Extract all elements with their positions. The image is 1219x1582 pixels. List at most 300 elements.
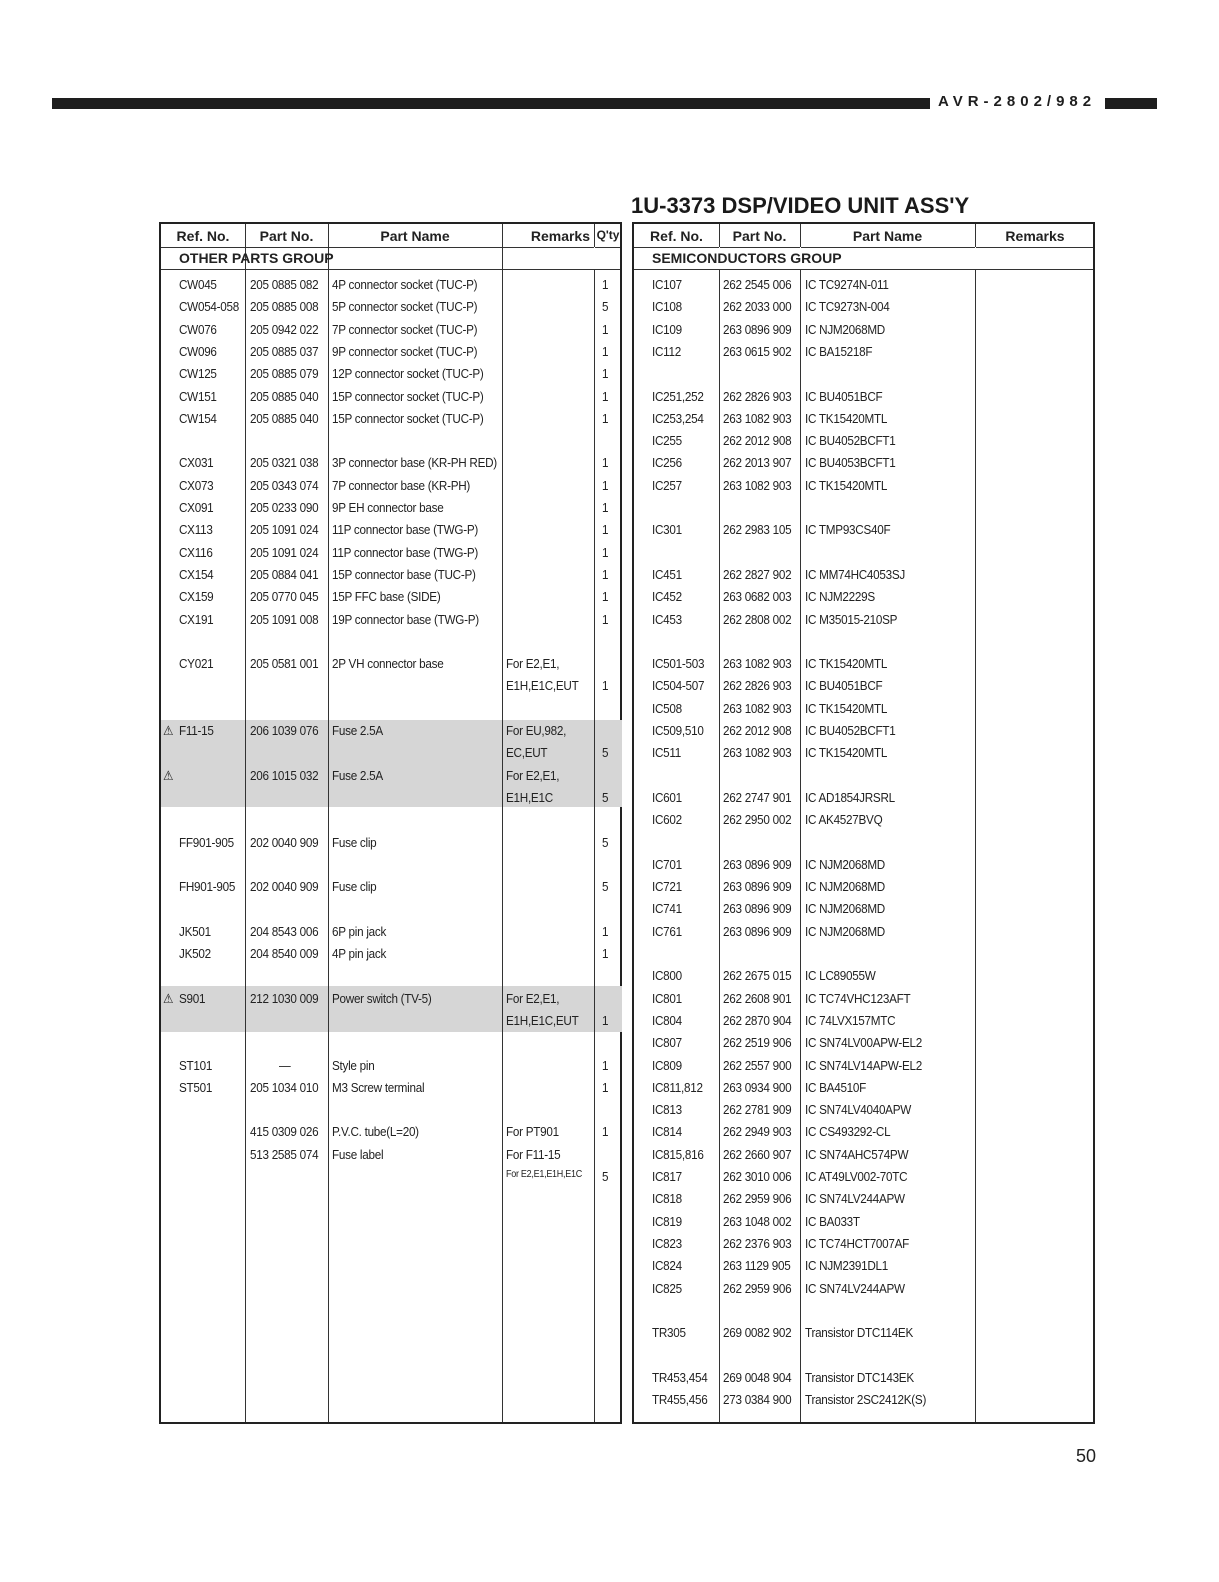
- part-name: P.V.C. tube(L=20): [332, 1124, 419, 1140]
- table-row: [634, 564, 1093, 586]
- quantity: 1: [602, 544, 609, 560]
- part-no: 263 1048 002: [723, 1213, 792, 1229]
- table-row: [161, 742, 620, 764]
- ref-no: CW045: [179, 277, 217, 292]
- ref-no: IC257: [652, 477, 682, 493]
- part-no: 262 2376 903: [723, 1235, 792, 1251]
- safety-warning-icon: ⚠: [163, 767, 174, 783]
- part-name: Fuse clip: [332, 834, 377, 850]
- ref-no: IC815,816: [652, 1146, 704, 1162]
- part-name: 7P connector base (KR-PH): [332, 477, 471, 493]
- table-row: [161, 564, 620, 586]
- remarks: For E2,E1,E1H,E1C: [506, 1169, 582, 1180]
- table-row: [161, 832, 620, 854]
- quantity: 1: [602, 388, 609, 404]
- remarks: For F11-15: [506, 1146, 561, 1162]
- part-no: 262 3010 006: [723, 1169, 792, 1184]
- ref-no: IC301: [652, 522, 682, 538]
- part-no: 205 0581 001: [250, 656, 319, 672]
- part-no: 205 0233 090: [250, 500, 319, 515]
- part-name: IC SN74AHC574PW: [805, 1146, 909, 1162]
- part-name: IC BA4510F: [805, 1079, 867, 1095]
- ref-no: CW154: [179, 410, 217, 426]
- part-name: 4P connector socket (TUC-P): [332, 277, 478, 292]
- part-name: IC TC9274N-011: [805, 277, 889, 292]
- quantity: 5: [602, 879, 609, 895]
- quantity: 1: [602, 589, 609, 605]
- part-no: 513 2585 074: [250, 1146, 319, 1162]
- group-title-other-parts: OTHER PARTS GROUP: [179, 250, 334, 266]
- table-row: [634, 921, 1093, 943]
- part-name: IC TC9273N-004: [805, 299, 890, 315]
- ref-no: TR455,456: [652, 1392, 708, 1407]
- ref-no: CX091: [179, 500, 214, 515]
- quantity: 1: [602, 277, 609, 292]
- semiconductors-table: [632, 222, 1095, 1424]
- ref-no: CX159: [179, 589, 214, 605]
- table-row: [161, 653, 620, 675]
- ref-no: IC809: [652, 1057, 682, 1073]
- col-remarks: Remarks: [1005, 228, 1065, 244]
- part-name: 5P connector socket (TUC-P): [332, 299, 478, 315]
- part-name: IC M35015-210SP: [805, 611, 898, 627]
- part-no: 262 2545 006: [723, 277, 792, 292]
- quantity: 5: [602, 1169, 609, 1184]
- part-name: IC SN74LV14APW-EL2: [805, 1057, 922, 1073]
- part-name: 9P connector socket (TUC-P): [332, 343, 478, 359]
- quantity: 1: [602, 1012, 609, 1028]
- table-row: [161, 386, 620, 408]
- table-row: [634, 319, 1093, 341]
- part-no: 205 0885 082: [250, 277, 319, 292]
- part-name: IC AT49LV002-70TC: [805, 1169, 908, 1184]
- part-name: IC BU4052BCFT1: [805, 433, 896, 449]
- table-row: [161, 1055, 620, 1077]
- safety-warning-icon: ⚠: [163, 723, 174, 738]
- table-row: [634, 1010, 1093, 1032]
- ref-no: IC504-507: [652, 678, 705, 694]
- part-no: 415 0309 026: [250, 1124, 319, 1140]
- quantity: 1: [602, 566, 609, 582]
- table-row: [634, 1055, 1093, 1077]
- table-row: [161, 1144, 620, 1166]
- part-name: IC BU4052BCFT1: [805, 723, 896, 738]
- col-remarks: Remarks: [530, 228, 590, 244]
- ref-no: IC501-503: [652, 656, 705, 672]
- ref-no: JK501: [179, 923, 211, 939]
- ref-no: IC701: [652, 856, 682, 872]
- ref-no: CY021: [179, 656, 214, 672]
- part-name: 15P connector socket (TUC-P): [332, 410, 484, 426]
- part-no: 205 1091 024: [250, 544, 319, 560]
- ref-no: IC721: [652, 879, 682, 895]
- table-row: [161, 497, 620, 519]
- table-row: [634, 586, 1093, 608]
- quantity: 1: [602, 1124, 609, 1140]
- table-row: [161, 675, 620, 697]
- quantity: 1: [602, 500, 609, 515]
- col-ref-no: Ref. No.: [650, 228, 703, 244]
- model-number: AVR-2802/982: [938, 93, 1097, 110]
- part-no: 269 0082 902: [723, 1325, 792, 1341]
- col-qty: Q'ty: [596, 228, 620, 242]
- part-name: Style pin: [332, 1057, 375, 1073]
- part-no: 205 0885 008: [250, 299, 319, 315]
- part-no: 263 0896 909: [723, 321, 792, 337]
- part-no: 205 1091 008: [250, 611, 319, 627]
- table-row: [634, 274, 1093, 296]
- part-no: 273 0384 900: [723, 1392, 792, 1407]
- table-row: [161, 1010, 620, 1032]
- quantity: 1: [602, 946, 609, 961]
- table-row: [634, 519, 1093, 541]
- ref-no: IC825: [652, 1280, 682, 1296]
- part-no: 262 2826 903: [723, 388, 792, 404]
- ref-no: IC107: [652, 277, 682, 292]
- part-name: 2P VH connector base: [332, 656, 444, 672]
- table-row: [634, 1032, 1093, 1054]
- ref-no: IC253,254: [652, 410, 704, 426]
- part-name: IC BA033T: [805, 1213, 860, 1229]
- table-row: [161, 475, 620, 497]
- part-no: 205 0885 037: [250, 343, 319, 359]
- table-row: [634, 854, 1093, 876]
- ref-no: IC509,510: [652, 723, 704, 738]
- quantity: 1: [602, 321, 609, 337]
- part-name: IC AD1854JRSRL: [805, 789, 895, 805]
- part-no: 262 2013 907: [723, 455, 792, 471]
- remarks: E1H,E1C: [506, 789, 553, 805]
- part-no: 262 2950 002: [723, 812, 792, 828]
- part-name: IC TK15420MTL: [805, 700, 888, 716]
- part-no: 262 2012 908: [723, 433, 792, 449]
- ref-no: CX191: [179, 611, 214, 627]
- part-name: IC TK15420MTL: [805, 477, 888, 493]
- part-name: 12P connector socket (TUC-P): [332, 366, 484, 382]
- part-name: 15P FFC base (SIDE): [332, 589, 441, 605]
- ref-no: IC256: [652, 455, 682, 471]
- table-row: [161, 363, 620, 385]
- part-no: 263 1082 903: [723, 745, 792, 761]
- part-no: 262 2827 902: [723, 566, 792, 582]
- quantity: 1: [602, 923, 609, 939]
- part-no: 262 2959 906: [723, 1280, 792, 1296]
- part-no: 205 0885 040: [250, 388, 319, 404]
- part-name: IC NJM2391DL1: [805, 1258, 888, 1274]
- col-part-name: Part Name: [380, 228, 450, 244]
- ref-no: IC819: [652, 1213, 682, 1229]
- part-name: 19P connector base (TWG-P): [332, 611, 479, 627]
- part-no: 263 0896 909: [723, 901, 792, 917]
- remarks: E1H,E1C,EUT: [506, 1012, 579, 1028]
- header-rule-right: [1105, 98, 1157, 109]
- part-name: IC TK15420MTL: [805, 745, 888, 761]
- part-no: 263 0896 909: [723, 856, 792, 872]
- part-no: 205 0321 038: [250, 455, 319, 471]
- table-row: [634, 898, 1093, 920]
- ref-no: IC818: [652, 1191, 682, 1207]
- page-number: 50: [1076, 1446, 1097, 1466]
- ref-no: CW076: [179, 321, 217, 337]
- table-row: [161, 296, 620, 318]
- ref-no: IC511: [652, 745, 682, 761]
- part-no: 262 2808 002: [723, 611, 792, 627]
- quantity: 1: [602, 477, 609, 493]
- part-name: Transistor DTC143EK: [805, 1369, 914, 1385]
- part-name: 11P connector base (TWG-P): [332, 522, 479, 538]
- part-no: 262 2608 901: [723, 990, 792, 1006]
- quantity: 1: [602, 343, 609, 359]
- col-part-name: Part Name: [852, 228, 923, 244]
- ref-no: IC255: [652, 433, 682, 449]
- part-name: IC BA15218F: [805, 343, 873, 359]
- part-no: 263 0896 909: [723, 923, 792, 939]
- ref-no: ST501: [179, 1079, 213, 1095]
- ref-no: IC824: [652, 1258, 682, 1274]
- table-row: [161, 720, 620, 742]
- table-row: [634, 1389, 1093, 1411]
- part-no: 263 1082 903: [723, 477, 792, 493]
- table-row: [634, 386, 1093, 408]
- remarks: For E2,E1,: [506, 767, 560, 783]
- part-no: 263 1082 903: [723, 700, 792, 716]
- part-no: 204 8543 006: [250, 923, 319, 939]
- table-row: [634, 809, 1093, 831]
- quantity: 5: [602, 745, 609, 761]
- part-no: 262 2557 900: [723, 1057, 792, 1073]
- part-no: 205 1034 010: [250, 1079, 319, 1095]
- table-row: [161, 876, 620, 898]
- col-part-no: Part No.: [732, 228, 787, 244]
- ref-no: IC601: [652, 789, 682, 805]
- part-no: 263 0682 003: [723, 589, 792, 605]
- ref-no: F11-15: [179, 723, 214, 738]
- ref-no: CW096: [179, 343, 217, 359]
- remarks: For E2,E1,: [506, 990, 560, 1006]
- table-row: [634, 675, 1093, 697]
- part-no: 262 2870 904: [723, 1012, 792, 1028]
- part-no: 262 2660 907: [723, 1146, 792, 1162]
- ref-no: IC813: [652, 1102, 682, 1118]
- table-row: [161, 586, 620, 608]
- part-name: Fuse 2.5A: [332, 767, 383, 783]
- part-no: 263 1082 903: [723, 410, 792, 426]
- part-name: Transistor DTC114EK: [805, 1325, 914, 1341]
- quantity: 1: [602, 410, 609, 426]
- part-name: IC NJM2068MD: [805, 856, 885, 872]
- table-row: [634, 609, 1093, 631]
- table-row: [634, 1255, 1093, 1277]
- table-row: [161, 609, 620, 631]
- table-row: [634, 787, 1093, 809]
- ref-no: IC804: [652, 1012, 682, 1028]
- table-row: [634, 653, 1093, 675]
- part-name: Power switch (TV-5): [332, 990, 432, 1006]
- table-row: [634, 1077, 1093, 1099]
- table-row: [161, 1121, 620, 1143]
- part-name: 11P connector base (TWG-P): [332, 544, 479, 560]
- part-no: 262 2983 105: [723, 522, 792, 538]
- part-name: IC TMP93CS40F: [805, 522, 891, 538]
- part-no: 262 2012 908: [723, 723, 792, 738]
- part-no: 262 2675 015: [723, 968, 792, 984]
- part-name: 7P connector socket (TUC-P): [332, 321, 478, 337]
- safety-warning-icon: ⚠: [163, 990, 174, 1006]
- table-row: [634, 1233, 1093, 1255]
- part-name: IC SN74LV00APW-EL2: [805, 1035, 922, 1051]
- table-row: [634, 341, 1093, 363]
- table-row: [634, 430, 1093, 452]
- part-name: IC CS493292-CL: [805, 1124, 891, 1140]
- part-name: IC TC74HCT7007AF: [805, 1235, 910, 1251]
- part-no: 212 1030 009: [250, 990, 319, 1006]
- part-no: 262 2959 906: [723, 1191, 792, 1207]
- table-row: [634, 1322, 1093, 1344]
- part-name: IC TK15420MTL: [805, 656, 888, 672]
- col-ref-no: Ref. No.: [176, 228, 230, 244]
- part-name: IC TK15420MTL: [805, 410, 888, 426]
- part-name: IC BU4051BCF: [805, 678, 883, 694]
- part-no: 202 0040 909: [250, 879, 319, 895]
- ref-no: IC800: [652, 968, 682, 984]
- table-row: [634, 742, 1093, 764]
- part-no: 263 0896 909: [723, 879, 792, 895]
- remarks: EC,EUT: [506, 745, 548, 761]
- col-part-no: Part No.: [259, 228, 314, 244]
- table-row: [161, 519, 620, 541]
- part-name: IC MM74HC4053SJ: [805, 566, 905, 582]
- part-no: 205 0884 041: [250, 566, 319, 582]
- table-row: [634, 1099, 1093, 1121]
- part-name: IC TC74VHC123AFT: [805, 990, 911, 1006]
- table-row: [634, 1121, 1093, 1143]
- quantity: 5: [602, 789, 609, 805]
- remarks: For E2,E1,: [506, 656, 560, 672]
- remarks: For PT901: [506, 1124, 559, 1140]
- part-no: 205 0770 045: [250, 589, 319, 605]
- quantity: 5: [602, 299, 609, 315]
- table-row: [634, 965, 1093, 987]
- table-row: [634, 475, 1093, 497]
- table-row: [161, 921, 620, 943]
- table-row: [634, 698, 1093, 720]
- part-no: 204 8540 009: [250, 946, 319, 961]
- part-name: Fuse label: [332, 1146, 384, 1162]
- part-no: 262 2519 906: [723, 1035, 792, 1051]
- part-name: IC NJM2068MD: [805, 321, 885, 337]
- ref-no: CX073: [179, 477, 214, 493]
- quantity: 5: [602, 834, 609, 850]
- ref-no: IC814: [652, 1124, 682, 1140]
- part-no: 262 2033 000: [723, 299, 792, 315]
- ref-no: CW054-058: [179, 299, 240, 315]
- part-no: 262 2781 909: [723, 1102, 792, 1118]
- part-no: 269 0048 904: [723, 1369, 792, 1385]
- ref-no: IC451: [652, 566, 682, 582]
- part-no: —: [279, 1057, 291, 1073]
- table-row: [634, 876, 1093, 898]
- part-name: Fuse 2.5A: [332, 723, 383, 738]
- table-row: [634, 1144, 1093, 1166]
- part-name: IC SN74LV244APW: [805, 1191, 905, 1207]
- part-name: M3 Screw terminal: [332, 1079, 425, 1095]
- part-name: Transistor 2SC2412K(S): [805, 1392, 927, 1407]
- part-no: 263 1129 905: [723, 1258, 791, 1274]
- table-row: [161, 1166, 620, 1188]
- part-no: 206 1039 076: [250, 723, 319, 738]
- ref-no: IC801: [652, 990, 682, 1006]
- quantity: 1: [602, 1057, 609, 1073]
- part-no: 205 0885 040: [250, 410, 319, 426]
- quantity: 1: [602, 678, 609, 694]
- ref-no: IC109: [652, 321, 682, 337]
- table-row: [634, 1211, 1093, 1233]
- assembly-title: 1U-3373 DSP/VIDEO UNIT ASS'Y: [631, 193, 970, 218]
- part-name: IC SN74LV4040APW: [805, 1102, 912, 1118]
- part-no: 262 2949 903: [723, 1124, 792, 1140]
- quantity: 1: [602, 366, 609, 382]
- ref-no: CW151: [179, 388, 217, 404]
- ref-no: IC811,812: [652, 1079, 703, 1095]
- table-row: [161, 319, 620, 341]
- ref-no: CX116: [179, 544, 213, 560]
- part-name: 3P connector base (KR-PH RED): [332, 455, 497, 471]
- part-no: 205 1091 024: [250, 522, 319, 538]
- table-row: [161, 408, 620, 430]
- table-row: [161, 988, 620, 1010]
- quantity: 1: [602, 611, 609, 627]
- part-no: 262 2826 903: [723, 678, 792, 694]
- table-row: [161, 542, 620, 564]
- table-row: [634, 452, 1093, 474]
- part-name: 9P EH connector base: [332, 500, 444, 515]
- table-row: [634, 1188, 1093, 1210]
- table-row: [634, 408, 1093, 430]
- table-row: [161, 452, 620, 474]
- part-no: 263 0615 902: [723, 343, 792, 359]
- part-no: 202 0040 909: [250, 834, 319, 850]
- part-name: IC NJM2229S: [805, 589, 875, 605]
- part-name: IC BU4053BCFT1: [805, 455, 896, 471]
- part-name: 6P pin jack: [332, 923, 387, 939]
- part-name: IC LC89055W: [805, 968, 876, 984]
- ref-no: IC453: [652, 611, 682, 627]
- table-row: [161, 1077, 620, 1099]
- remarks: E1H,E1C,EUT: [506, 678, 579, 694]
- ref-no: ST101: [179, 1057, 213, 1073]
- other-parts-table: [159, 222, 622, 1424]
- table-row: [161, 787, 620, 809]
- part-no: 205 0343 074: [250, 477, 319, 493]
- table-row: [161, 943, 620, 965]
- table-row: [634, 720, 1093, 742]
- part-name: IC NJM2068MD: [805, 901, 885, 917]
- part-no: 205 0885 079: [250, 366, 319, 382]
- ref-no: JK502: [179, 946, 211, 961]
- part-name: IC 74LVX157MTC: [805, 1012, 896, 1028]
- ref-no: IC112: [652, 343, 682, 359]
- part-name: Fuse clip: [332, 879, 377, 895]
- part-name: 4P pin jack: [332, 946, 387, 961]
- part-no: 263 1082 903: [723, 656, 792, 672]
- part-no: 262 2747 901: [723, 789, 792, 805]
- ref-no: TR305: [652, 1325, 686, 1341]
- quantity: 1: [602, 1079, 609, 1095]
- table-row: [634, 296, 1093, 318]
- header-rule-left: [52, 98, 930, 109]
- part-name: 15P connector base (TUC-P): [332, 566, 476, 582]
- ref-no: IC452: [652, 589, 682, 605]
